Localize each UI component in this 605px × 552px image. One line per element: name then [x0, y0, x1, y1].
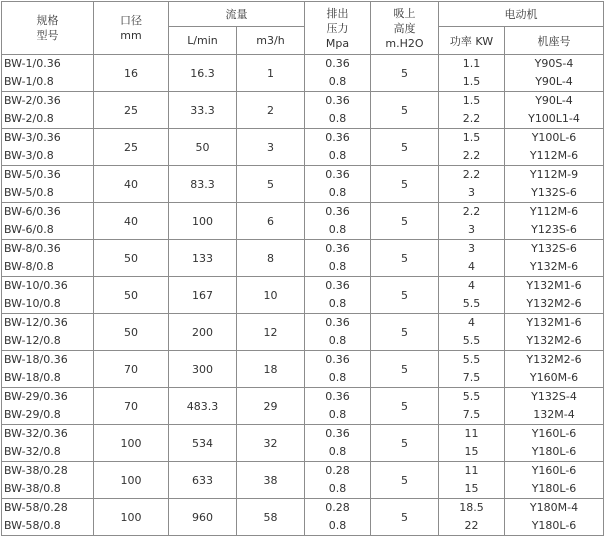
cell-model [2, 314, 94, 351]
pump-spec-table [1, 1, 604, 536]
cell-pressure [305, 277, 371, 314]
model-value: BW-18/0.8 [4, 371, 61, 384]
power-value: 3 [468, 242, 475, 255]
power-value: 2.2 [462, 168, 481, 181]
model-value: BW-10/0.36 [4, 279, 68, 292]
header-diameter-line: 口径 [120, 14, 142, 27]
motor-model-value: Y132M2-6 [526, 334, 582, 347]
motor-model-value: Y180L-6 [531, 482, 577, 495]
cell-motor-model [505, 314, 604, 351]
cell-flow-m3h: 58 [237, 499, 305, 536]
pressure-value: 0.8 [328, 519, 347, 532]
cell-diameter: 50 [94, 277, 169, 314]
pressure-value: 0.36 [325, 168, 350, 181]
cell-suction: 5 [371, 92, 439, 129]
cell-flow-m3h: 18 [237, 351, 305, 388]
cell-diameter: 70 [94, 351, 169, 388]
header-flow-m3h: m3/h [237, 27, 305, 55]
table-row [2, 388, 604, 425]
cell-flow-m3h: 10 [237, 277, 305, 314]
cell-flow-lmin: 300 [169, 351, 237, 388]
cell-power [439, 388, 505, 425]
pressure-value: 0.36 [325, 390, 350, 403]
table-row [2, 240, 604, 277]
cell-suction: 5 [371, 203, 439, 240]
cell-flow-m3h: 38 [237, 462, 305, 499]
cell-motor-model [505, 351, 604, 388]
cell-motor-model [505, 92, 604, 129]
table-row [2, 499, 604, 536]
cell-model [2, 277, 94, 314]
header-suction-line: m.H2O [385, 36, 424, 50]
header-motor-model: 机座号 [505, 27, 604, 55]
model-value: BW-18/0.36 [4, 353, 68, 366]
cell-motor-model [505, 129, 604, 166]
motor-model-value: Y132S-4 [531, 390, 577, 403]
model-value: BW-2/0.36 [4, 94, 61, 107]
power-value: 5.5 [462, 334, 481, 347]
header-suction-line: 吸上 [393, 6, 416, 20]
pressure-value: 0.8 [328, 482, 347, 495]
motor-model-value: Y160L-6 [531, 427, 577, 440]
motor-model-value: Y112M-9 [529, 168, 579, 181]
cell-model [2, 388, 94, 425]
model-value: BW-2/0.8 [4, 112, 54, 125]
motor-model-value: 132M-4 [533, 408, 575, 421]
motor-model-value: Y100L1-4 [528, 112, 580, 125]
model-value: BW-29/0.36 [4, 390, 68, 403]
power-value: 4 [468, 316, 475, 329]
model-value: BW-3/0.36 [4, 131, 61, 144]
cell-flow-lmin: 167 [169, 277, 237, 314]
header-diameter-line: mm [120, 29, 142, 42]
power-value: 3 [468, 186, 475, 199]
pressure-value: 0.36 [325, 131, 350, 144]
pressure-value: 0.36 [325, 316, 350, 329]
model-value: BW-12/0.36 [4, 316, 68, 329]
cell-diameter: 40 [94, 166, 169, 203]
cell-model [2, 499, 94, 536]
cell-motor-model [505, 388, 604, 425]
header-model [2, 2, 94, 55]
cell-pressure [305, 166, 371, 203]
power-value: 15 [464, 482, 479, 495]
model-value: BW-8/0.8 [4, 260, 54, 273]
cell-pressure [305, 55, 371, 92]
table-body [2, 55, 604, 536]
cell-motor-model [505, 55, 604, 92]
cell-flow-lmin: 83.3 [169, 166, 237, 203]
cell-motor-model [505, 499, 604, 536]
cell-power [439, 425, 505, 462]
header-suction-line: 高度 [393, 21, 416, 35]
header-pressure [305, 2, 371, 55]
table-row [2, 55, 604, 92]
pressure-value: 0.8 [328, 75, 347, 88]
pressure-value: 0.28 [325, 464, 350, 477]
cell-pressure [305, 462, 371, 499]
cell-flow-lmin: 960 [169, 499, 237, 536]
header-flow: 流量 [169, 2, 305, 27]
pressure-value: 0.8 [328, 334, 347, 347]
cell-diameter: 100 [94, 462, 169, 499]
cell-diameter: 25 [94, 92, 169, 129]
cell-diameter: 25 [94, 129, 169, 166]
table-row [2, 462, 604, 499]
power-value: 4 [468, 260, 475, 273]
cell-flow-lmin: 16.3 [169, 55, 237, 92]
header-model-line: 型号 [36, 29, 59, 42]
cell-model [2, 166, 94, 203]
pressure-value: 0.8 [328, 260, 347, 273]
cell-model [2, 92, 94, 129]
cell-flow-m3h: 2 [237, 92, 305, 129]
cell-model [2, 240, 94, 277]
power-value: 2.2 [462, 112, 481, 125]
header-power: 功率 KW [439, 27, 505, 55]
pressure-value: 0.8 [328, 186, 347, 199]
motor-model-value: Y180M-4 [529, 501, 579, 514]
power-value: 2.2 [462, 205, 481, 218]
model-value: BW-29/0.8 [4, 408, 61, 421]
cell-power [439, 499, 505, 536]
power-value: 1.5 [462, 131, 481, 144]
cell-flow-m3h: 8 [237, 240, 305, 277]
motor-model-value: Y180L-6 [531, 519, 577, 532]
motor-model-value: Y132S-6 [531, 242, 577, 255]
cell-flow-lmin: 483.3 [169, 388, 237, 425]
model-value: BW-38/0.28 [4, 464, 68, 477]
motor-model-value: Y90L-4 [535, 75, 573, 88]
cell-flow-m3h: 12 [237, 314, 305, 351]
power-value: 5.5 [462, 390, 481, 403]
cell-pressure [305, 499, 371, 536]
table-row [2, 129, 604, 166]
power-value: 1.5 [462, 94, 481, 107]
pressure-value: 0.36 [325, 57, 350, 70]
header-motor: 电动机 [439, 2, 604, 27]
model-value: BW-58/0.28 [4, 501, 68, 514]
cell-flow-lmin: 50 [169, 129, 237, 166]
cell-power [439, 166, 505, 203]
cell-pressure [305, 425, 371, 462]
cell-flow-lmin: 633 [169, 462, 237, 499]
cell-suction: 5 [371, 388, 439, 425]
table-row [2, 351, 604, 388]
cell-suction: 5 [371, 462, 439, 499]
model-value: BW-5/0.8 [4, 186, 54, 199]
model-value: BW-1/0.8 [4, 75, 54, 88]
cell-suction: 5 [371, 166, 439, 203]
cell-motor-model [505, 277, 604, 314]
cell-suction: 5 [371, 499, 439, 536]
table-row [2, 92, 604, 129]
cell-suction: 5 [371, 425, 439, 462]
cell-flow-m3h: 6 [237, 203, 305, 240]
pressure-value: 0.36 [325, 279, 350, 292]
cell-flow-lmin: 200 [169, 314, 237, 351]
cell-diameter: 40 [94, 203, 169, 240]
power-value: 7.5 [462, 371, 481, 384]
model-value: BW-10/0.8 [4, 297, 61, 310]
motor-model-value: Y100L-6 [531, 131, 577, 144]
cell-power [439, 462, 505, 499]
table-row [2, 277, 604, 314]
power-value: 7.5 [462, 408, 481, 421]
motor-model-value: Y90S-4 [534, 57, 574, 70]
motor-model-value: Y132M2-6 [526, 353, 582, 366]
table-row [2, 166, 604, 203]
cell-power [439, 351, 505, 388]
model-value: BW-38/0.8 [4, 482, 61, 495]
pressure-value: 0.36 [325, 94, 350, 107]
power-value: 4 [468, 279, 475, 292]
cell-pressure [305, 92, 371, 129]
header-suction [371, 2, 439, 55]
cell-pressure [305, 203, 371, 240]
model-value: BW-8/0.36 [4, 242, 61, 255]
cell-flow-m3h: 32 [237, 425, 305, 462]
header-pressure-line: Mpa [325, 36, 350, 50]
pressure-value: 0.36 [325, 205, 350, 218]
cell-flow-m3h: 29 [237, 388, 305, 425]
power-value: 15 [464, 445, 479, 458]
cell-motor-model [505, 166, 604, 203]
motor-model-value: Y132S-6 [531, 186, 577, 199]
cell-model [2, 425, 94, 462]
pressure-value: 0.8 [328, 297, 347, 310]
motor-model-value: Y123S-6 [531, 223, 577, 236]
header-flow-lmin: L/min [169, 27, 237, 55]
cell-pressure [305, 388, 371, 425]
cell-power [439, 314, 505, 351]
cell-model [2, 55, 94, 92]
table-row [2, 314, 604, 351]
power-value: 22 [464, 519, 479, 532]
pressure-value: 0.36 [325, 353, 350, 366]
cell-motor-model [505, 462, 604, 499]
header-pressure-line: 压力 [326, 21, 349, 35]
cell-flow-m3h: 1 [237, 55, 305, 92]
power-value: 5.5 [462, 353, 481, 366]
cell-diameter: 100 [94, 499, 169, 536]
motor-model-value: Y160L-6 [531, 464, 577, 477]
power-value: 1.5 [462, 75, 481, 88]
cell-pressure [305, 240, 371, 277]
cell-power [439, 55, 505, 92]
model-value: BW-1/0.36 [4, 57, 61, 70]
cell-diameter: 70 [94, 388, 169, 425]
cell-power [439, 129, 505, 166]
power-value: 11 [464, 464, 479, 477]
cell-flow-lmin: 133 [169, 240, 237, 277]
cell-diameter: 50 [94, 240, 169, 277]
cell-flow-lmin: 33.3 [169, 92, 237, 129]
cell-power [439, 277, 505, 314]
table-row [2, 203, 604, 240]
cell-suction: 5 [371, 277, 439, 314]
pressure-value: 0.8 [328, 445, 347, 458]
motor-model-value: Y132M-6 [529, 260, 579, 273]
model-value: BW-32/0.8 [4, 445, 61, 458]
header-diameter [94, 2, 169, 55]
header-model-line: 规格 [36, 14, 59, 27]
cell-model [2, 351, 94, 388]
cell-suction: 5 [371, 129, 439, 166]
motor-model-value: Y132M2-6 [526, 297, 582, 310]
cell-motor-model [505, 203, 604, 240]
power-value: 18.5 [459, 501, 484, 514]
cell-flow-lmin: 100 [169, 203, 237, 240]
cell-motor-model [505, 240, 604, 277]
model-value: BW-5/0.36 [4, 168, 61, 181]
power-value: 3 [468, 223, 475, 236]
motor-model-value: Y160M-6 [529, 371, 579, 384]
power-value: 2.2 [462, 149, 481, 162]
pressure-value: 0.8 [328, 112, 347, 125]
power-value: 5.5 [462, 297, 481, 310]
pressure-value: 0.36 [325, 242, 350, 255]
motor-model-value: Y90L-4 [535, 94, 573, 107]
power-value: 1.1 [462, 57, 481, 70]
motor-model-value: Y112M-6 [529, 205, 579, 218]
cell-flow-m3h: 3 [237, 129, 305, 166]
cell-model [2, 462, 94, 499]
header-row-top [2, 2, 604, 27]
motor-model-value: Y112M-6 [529, 149, 579, 162]
cell-power [439, 240, 505, 277]
cell-model [2, 129, 94, 166]
motor-model-value: Y132M1-6 [526, 279, 582, 292]
cell-suction: 5 [371, 351, 439, 388]
power-value: 11 [464, 427, 479, 440]
pressure-value: 0.28 [325, 501, 350, 514]
pressure-value: 0.8 [328, 149, 347, 162]
model-value: BW-6/0.36 [4, 205, 61, 218]
cell-diameter: 100 [94, 425, 169, 462]
cell-flow-lmin: 534 [169, 425, 237, 462]
cell-diameter: 16 [94, 55, 169, 92]
pressure-value: 0.8 [328, 223, 347, 236]
cell-pressure [305, 129, 371, 166]
cell-suction: 5 [371, 55, 439, 92]
cell-suction: 5 [371, 240, 439, 277]
pressure-value: 0.8 [328, 371, 347, 384]
motor-model-value: Y180L-6 [531, 445, 577, 458]
cell-power [439, 203, 505, 240]
pressure-value: 0.36 [325, 427, 350, 440]
cell-model [2, 203, 94, 240]
model-value: BW-32/0.36 [4, 427, 68, 440]
motor-model-value: Y132M1-6 [526, 316, 582, 329]
cell-suction: 5 [371, 314, 439, 351]
cell-pressure [305, 314, 371, 351]
cell-motor-model [505, 425, 604, 462]
cell-pressure [305, 351, 371, 388]
cell-diameter: 50 [94, 314, 169, 351]
cell-power [439, 92, 505, 129]
model-value: BW-3/0.8 [4, 149, 54, 162]
table-row [2, 425, 604, 462]
model-value: BW-58/0.8 [4, 519, 61, 532]
pressure-value: 0.8 [328, 408, 347, 421]
model-value: BW-12/0.8 [4, 334, 61, 347]
header-pressure-line: 排出 [326, 6, 349, 20]
cell-flow-m3h: 5 [237, 166, 305, 203]
model-value: BW-6/0.8 [4, 223, 54, 236]
